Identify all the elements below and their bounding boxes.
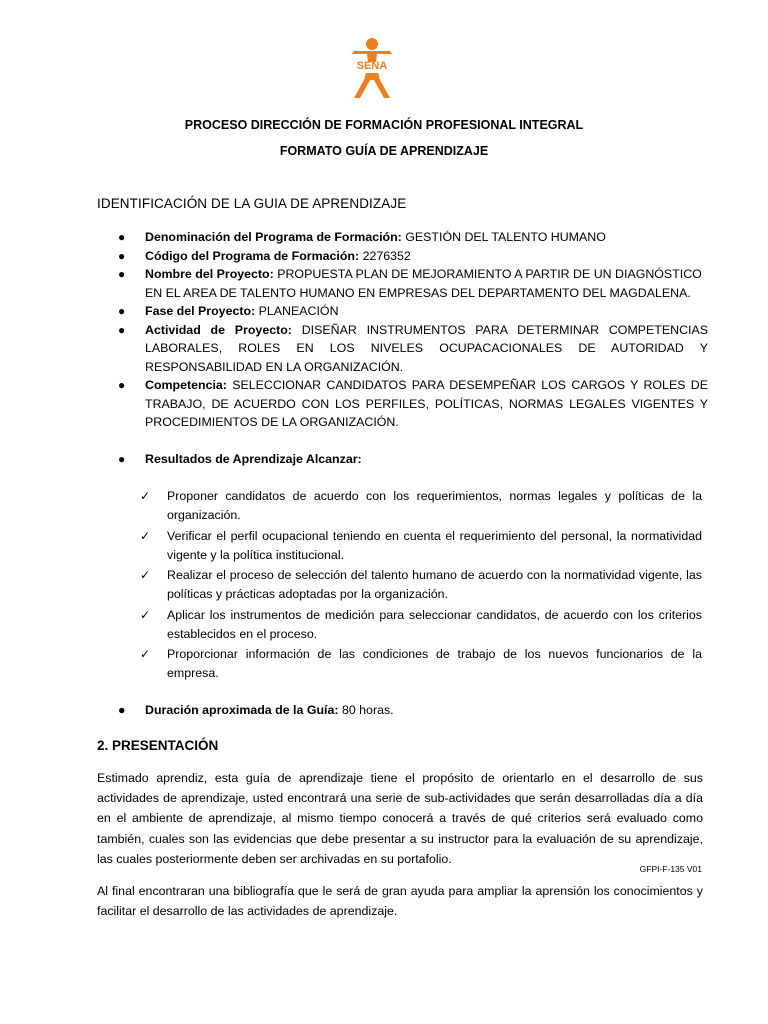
bullet-icon: ● bbox=[118, 248, 126, 263]
item-label: Actividad de Proyecto: bbox=[145, 322, 292, 337]
checkmark-icon: ✓ bbox=[140, 568, 151, 582]
duration-label: Duración aproximada de la Guía: bbox=[145, 703, 339, 717]
header-line-1: PROCESO DIRECCIÓN DE FORMACIÓN PROFESIONAL INTEGRAL bbox=[184, 118, 584, 132]
bullet-icon: ● bbox=[118, 230, 126, 244]
result-item bbox=[140, 566, 702, 604]
bibliography-paragraph: Al final encontraran una bibliografía que le será de gran ayuda para ampliar la aprensión los conocimientos y facilitar el desarrollo de las actividades de aprendizaje. bbox=[97, 884, 703, 919]
duration-item bbox=[118, 701, 708, 719]
result-item bbox=[140, 487, 702, 525]
list-item bbox=[118, 228, 708, 247]
logo-text: SENA bbox=[356, 60, 388, 72]
section-title-identification: IDENTIFICACIÓN DE LA GUIA DE APRENDIZAJE bbox=[97, 196, 407, 211]
bullet-icon: ● bbox=[118, 322, 126, 337]
list-item bbox=[118, 450, 708, 469]
item-value: DISEÑAR INSTRUMENTOS PARA DETERMINAR COMPETENCIAS LABORALES, ROLES EN LOS NIVELES OCUPACACIONALES DE AUTORIDAD Y RESPONSABILIDAD EN LA ORGANIZACIÓN. bbox=[145, 322, 708, 374]
bullet-icon: ● bbox=[118, 703, 126, 717]
bullet-icon: ● bbox=[118, 378, 126, 392]
result-item bbox=[140, 645, 702, 683]
list-item bbox=[118, 321, 708, 377]
header-line-2: FORMATO GUÍA DE APRENDIZAJE bbox=[279, 144, 489, 158]
list-item bbox=[118, 247, 708, 266]
item-value: GESTIÓN DEL TALENTO HUMANO bbox=[405, 230, 606, 244]
bullet-icon: ● bbox=[118, 451, 126, 466]
result-text: Aplicar los instrumentos de medición para seleccionar candidatos, de acuerdo con los criterios establecidos en el proceso. bbox=[167, 607, 702, 641]
list-item bbox=[118, 265, 708, 302]
item-label: Denominación del Programa de Formación: bbox=[145, 230, 402, 244]
item-value: PLANEACIÓN bbox=[258, 304, 339, 318]
result-text: Proporcionar información de las condiciones de trabajo de los nuevos funcionarios de la empresa. bbox=[167, 647, 702, 680]
checkmark-icon: ✓ bbox=[140, 647, 151, 661]
result-text: Verificar el perfil ocupacional teniendo en cuenta el requerimiento del personal, la normatividad vigente y la política institucional. bbox=[167, 528, 702, 562]
section-title-presentation: 2. PRESENTACIÓN bbox=[97, 738, 219, 753]
checkmark-icon: ✓ bbox=[140, 489, 151, 503]
identification-list bbox=[118, 228, 708, 468]
checkmark-icon: ✓ bbox=[140, 528, 151, 543]
result-text: Realizar el proceso de selección del talento humano de acuerdo con la normatividad vigente, las políticas y prácticas adoptadas por la organización. bbox=[167, 568, 702, 601]
list-item bbox=[118, 376, 708, 432]
item-label: Resultados de Aprendizaje Alcanzar: bbox=[145, 451, 362, 466]
item-value: 2276352 bbox=[362, 248, 411, 263]
item-value: PROPUESTA PLAN DE MEJORAMIENTO A PARTIR DE UN DIAGNÓSTICO EN EL AREA DE TALENTO HUMANO EN EMPRESAS DEL DEPARTAMENTO DEL MAGDALENA. bbox=[145, 267, 702, 300]
item-label: Código del Programa de Formación: bbox=[145, 248, 360, 263]
item-label: Nombre del Proyecto: bbox=[145, 267, 274, 281]
form-code: GFPI-F-135 V01 bbox=[639, 864, 702, 874]
checkmark-icon: ✓ bbox=[140, 607, 151, 622]
bullet-icon: ● bbox=[118, 267, 126, 281]
item-label: Fase del Proyecto: bbox=[145, 304, 256, 318]
item-value: SELECCIONAR CANDIDATOS PARA DESEMPEÑAR LOS CARGOS Y ROLES DE TRABAJO, DE ACUERDO CON LOS PERFILES, POLÍTICAS, NORMAS LEGALES VIGENTES Y PROCEDIMIENTOS DE LA ORGANIZACIÓN. bbox=[145, 378, 708, 429]
result-item bbox=[140, 606, 702, 644]
result-text: Proponer candidatos de acuerdo con los requerimientos, normas legales y políticas de la organización. bbox=[167, 489, 702, 522]
duration-value: 80 horas. bbox=[341, 703, 394, 717]
list-item bbox=[118, 302, 708, 321]
learning-results-list bbox=[140, 487, 702, 685]
sena-logo bbox=[336, 36, 408, 102]
sena-logo-icon bbox=[336, 36, 408, 102]
bullet-icon: ● bbox=[118, 304, 126, 318]
result-item bbox=[140, 527, 702, 565]
item-label: Competencia: bbox=[145, 378, 227, 392]
presentation-paragraph: Estimado aprendiz, esta guía de aprendizaje tiene el propósito de orientarlo en el desarrollo de sus actividades de aprendizaje, usted encontrará una serie de sub-actividades que serán desarrolladas día a día en el ambiente de aprendizaje, al mismo tiempo conocerá a través de qué criterios será evaluado como también, cuales son las evidencias que debe presentar a su instructor para la evaluación de su aprendizaje, las cuales posteriormente deben ser archivadas en su portafolio. bbox=[97, 771, 703, 866]
